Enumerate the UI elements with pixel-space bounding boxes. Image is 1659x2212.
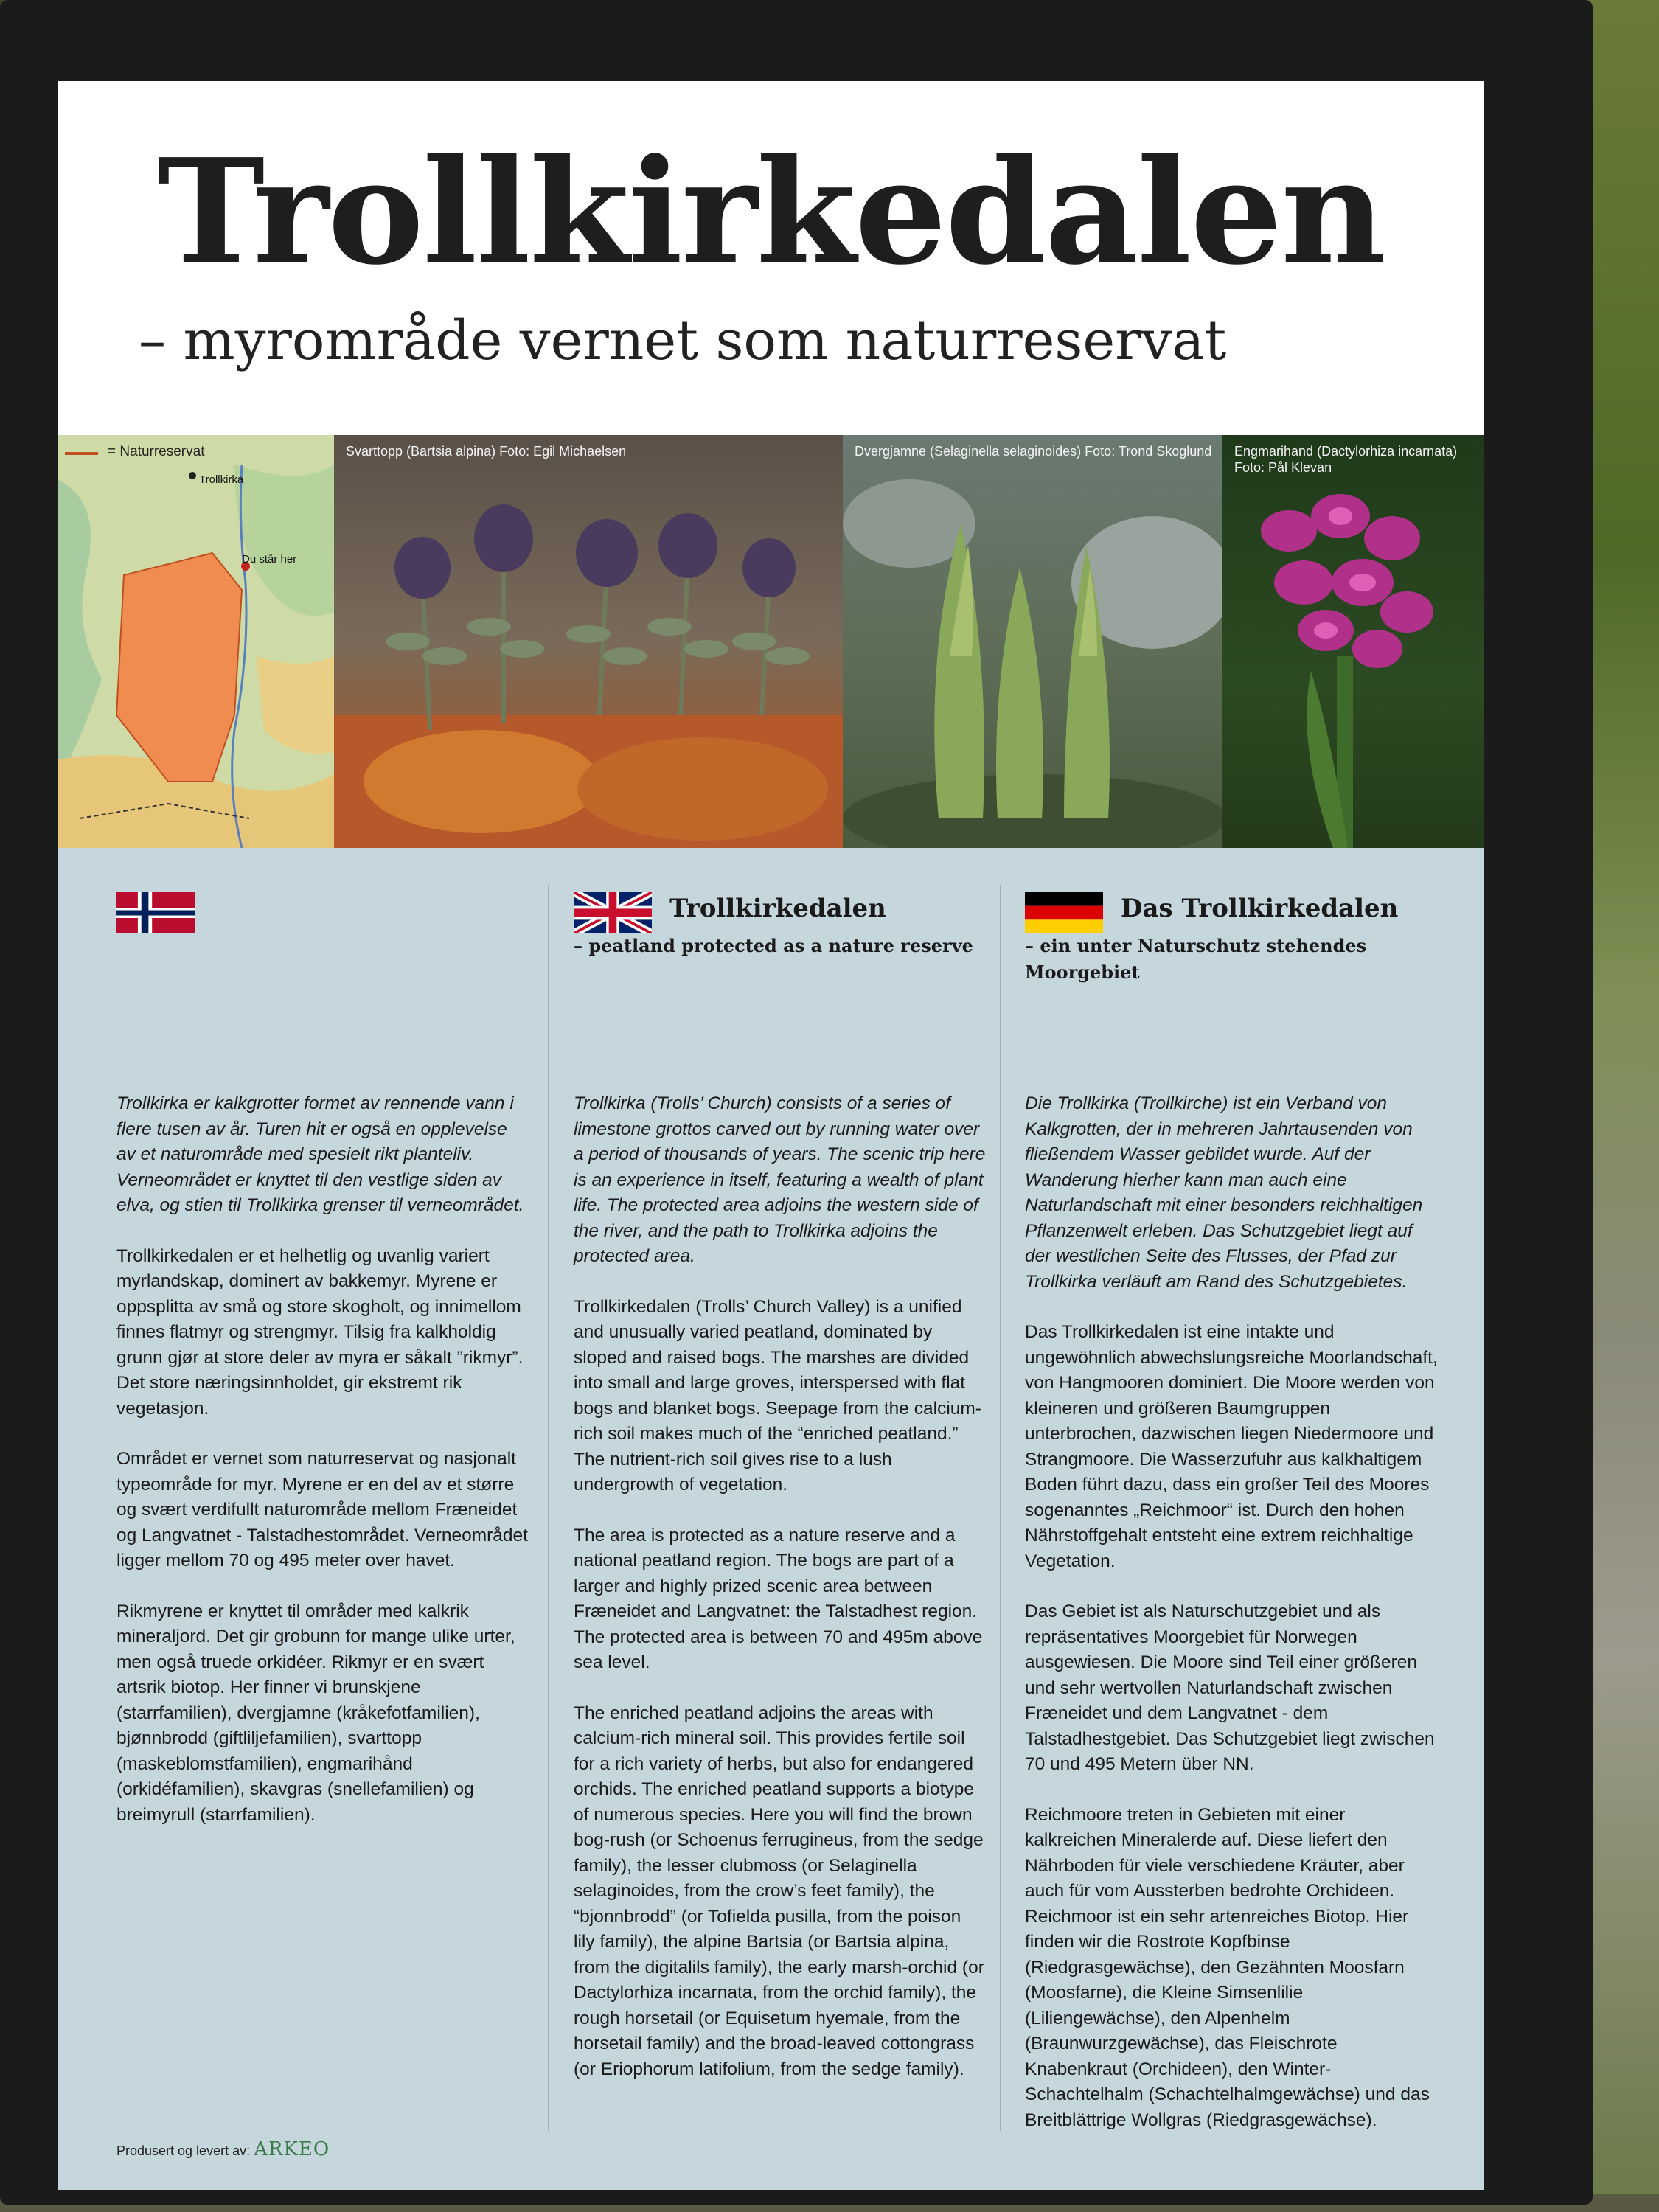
english-body [574,1091,987,2107]
photo-caption: Engmarihand (Dactylorhiza incarnata) Foto: Pål Klevan [1234,444,1458,475]
german-heading: Das Trollkirkedalen [1121,894,1399,923]
text-area [58,848,1484,2190]
column-divider [548,885,549,2131]
photo-svarttopp [334,435,843,848]
norwegian-paragraph: Trollkirkedalen er et helhetlig og uvanlig variert myrlandskap, dominert av bakkemyr. Myrene er oppsplitta av små og store skogholt, og innimellom finnes flatmyr og strengmyr. Tilsig fra kalkholdig grunn gjør at store deler av myra er såkalt ”rikmyr”. Det store næringsinnholdet, gir ekstremt rik vegetasjon. [116,1245,524,1419]
german-paragraph: Die Trollkirka (Trollkirche) ist ein Verband von Kalkgrotten, der in mehreren Jahrtausenden von fließendem Wasser gebildet wurde. Auf der Wanderung hierher kann man auch eine Naturlandschaft mit einer besonders reichhaltigen Pflanzenwelt erleben. Das Schutzgebiet liegt auf der westlichen Seite des Flusses, der Pfad zur Trollkirka verläuft am Rand des Schutzgebietes. [1025,1093,1423,1292]
norwegian-body [116,1091,529,1853]
map-label-you-are-here: Du står her [242,553,297,566]
english-paragraph: Trollkirkedalen (Trolls’ Church Valley) is a unified and unusually varied peatland, dominated by sloped and raised bogs. The marshes are divided into small and large groves, interspersed with flat bogs and blanket bogs. Seepage from the calcium-rich soil makes much of the “enriched peatland.” The nutrient-rich soil gives rise to a lush undergrowth of vegetation. [574,1296,981,1495]
sign-panel [58,81,1484,2190]
sign-subtitle: – myrområde vernet som naturreservat [139,309,1227,372]
germany-flag-icon [1025,892,1103,933]
photo-caption: Dvergjamne (Selaginella selaginoides) Foto: Trond Skoglund [855,444,1212,459]
map-label-trollkirka: Trollkirka [199,473,244,486]
german-paragraph: Reichmoore treten in Gebieten mit einer kalkreichen Mineralerde auf. Diese liefert den Nährboden für viele verschiedene Kräuter, aber auch für vom Aussterben bedrohte Orchideen. Reichmoor ist ein sehr artenreiches Biotop. Hier finden wir die Rostrote Kopfbinse (Riedgrasgewächse), den Gezähnten Moosfarn (Moosfarne), die Kleine Simsenlilie (Liliengewächse), den Alpenhelm (Braunwurzgewächse), das Fleischrote Knabenkraut (Orchideen), den Winter-Schachtelhalm (Schachtelhalmgewächse) und das Breitblättrige Wollgras (Riedgrasgewächse). [1025,1804,1430,2130]
german-body [1025,1091,1438,2158]
arkeo-logo: ARKEO [254,2138,330,2160]
norwegian-paragraph: Trollkirka er kalkgrotter formet av rennende vann i flere tusen av år. Turen hit er også en opplevelse av et naturområde med spesielt rikt planteliv. Verneområdet er knyttet til den vestlige siden av elva, og stien til Trollkirka grenser til verneområdet. [116,1093,524,1215]
english-paragraph: Trollkirka (Trolls’ Church) consists of a series of limestone grottos carved out by running water over a period of thousands of years. The scenic trip here is an experience in itself, featuring a wealth of plant life. The protected area adjoins the western side of the river, and the path to Trollkirka adjoins the protected area. [574,1093,986,1266]
german-paragraph: Das Gebiet ist als Naturschutzgebiet und als repräsentatives Moorgebiet für Norwegen ausgewiesen. Die Moore sind Teil einer größeren und sehr wertvollen Naturlandschaft zwischen Fræneidet und dem Langvatnet - dem Talstadhestgebiet. Das Schutzgebiet liegt zwischen 70 und 495 Metern über NN. [1025,1601,1435,1774]
sign-title: Trollkirkedalen [157,128,1385,297]
svarttopp-plants-illustration [334,435,843,848]
english-paragraph: The area is protected as a nature reserve and a national peatland region. The bogs are part of a larger and highly prized scenic area between Fræneidet and Langvatnet: the Talstadhest region. The protected area is between 70 and 495m above sea level. [574,1525,983,1672]
english-heading: Trollkirkedalen [669,894,886,923]
german-paragraph: Das Trollkirkedalen ist eine intakte und ungewöhnlich abwechslungsreiche Moorlandschaft, von Hangmooren dominiert. Die Moore werden von kleineren und größeren Baumgruppen unterbrochen, dazwischen liegen Niedermoore und Strangmoore. Die Wasserzufuhr aus kalkhaltigem Boden führt dazu, dass ein großer Teil des Moores sogenanntes „Reichmoor“ ist. Durch den hohen Nährstoffgehalt entsteht eine extrem reichhaltige Vegetation. [1025,1322,1438,1571]
english-paragraph: The enriched peatland adjoins the areas with calcium-rich mineral soil. This provides fertile soil for a rich variety of herbs, but also for endangered orchids. The enriched peatland supports a biotype of numerous species. Here you will find the brown bog-rush (or Schoenus ferrugineus, from the sedge family), the lesser clubmoss (or Selaginella selaginoides, from the crow’s feet family), the “bjonnbrodd” (or Tofielda pusilla, from the poison lily family), the alpine Bartsia (or Bartsia alpina, from the digitalils family), the early marsh-orchid (or Dactylorhiza incarnata, from the orchid family), the rough horsetail (or Equisetum hyemale, from the horsetail family) and the broad-leaved cottongrass (or Eriophorum latifolium, from the sedge family). [574,1703,984,2079]
photo-engmarihand [1222,435,1484,848]
uk-flag-icon [574,892,652,933]
photo-dvergjamne [843,435,1222,848]
map-legend: = Naturreservat [108,444,205,459]
norwegian-paragraph: Området er vernet som naturreservat og nasjonalt typeområde for myr. Myrene er en del av et større og svært verdifullt naturområde mellom Fræneidet og Langvatnet - Talstadhestområdet. Verneområdet ligger mellom 70 og 495 meter over havet. [116,1449,528,1571]
reserve-map [58,435,334,848]
photo-caption: Svarttopp (Bartsia alpina) Foto: Egil Michaelsen [346,444,627,459]
orchid-illustration [1222,435,1484,848]
norwegian-paragraph: Rikmyrene er knyttet til områder med kalkrik mineraljord. Det gir grobunn for mange ulike urter, men også truede orkidéer. Rikmyr er en svært artsrik biotop. Her finner vi brunskjene (starrfamilien), dvergjamne (kråkefotfamilien), bjønnbrodd (giftliljefamilien), svarttopp (maskeblomstfamilien), engmarihånd (orkidéfamilien), skavgras (snellefamilien) og breimyrull (starrfamilien). [116,1601,515,1825]
photo-strip [58,435,1484,848]
english-subheading: – peatland protected as a nature reserve [574,935,973,956]
norway-flag-icon [116,892,195,933]
dvergjamne-plants-illustration [843,435,1222,848]
map-graphic [58,435,334,848]
producer-credit [116,2138,330,2160]
credit-label: Produsert og levert av: [116,2143,251,2158]
german-subheading: – ein unter Naturschutz stehendes Moorgebiet [1025,935,1367,983]
column-divider [1000,885,1001,2131]
